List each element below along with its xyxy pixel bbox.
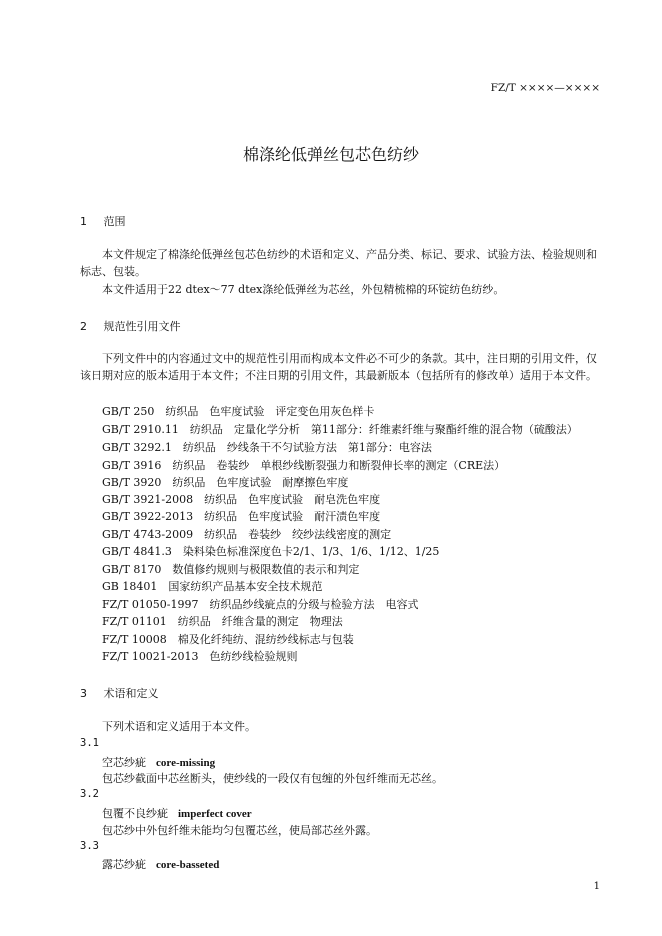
section-number: 1: [80, 215, 87, 228]
reference-item: GB/T 2910.11 纺织品 定量化学分析 第11部分：纤维素纤维与聚酯纤维的混合物（硫酸法）: [102, 423, 578, 436]
standard-number: FZ/T ××××—××××: [490, 82, 600, 94]
term-definition: 包芯纱中外包纤维未能均匀包覆芯丝，使局部芯丝外露。: [102, 824, 377, 837]
section-1-heading: [80, 213, 126, 229]
term-number: 3.1: [80, 737, 99, 749]
reference-item: FZ/T 01101 纺织品 纤维含量的测定 物理法: [102, 615, 343, 628]
term-name: [102, 856, 219, 872]
term-definition: 包芯纱截面中芯丝断头，使纱线的一段仅有包缠的外包纤维而无芯丝。: [102, 772, 443, 785]
term-number: 3.2: [80, 788, 99, 800]
term-number: 3.3: [80, 840, 99, 852]
reference-item: GB 18401 国家纺织产品基本安全技术规范: [102, 580, 323, 593]
reference-item: GB/T 3921-2008 纺织品 色牢度试验 耐皂洗色牢度: [102, 493, 381, 506]
normative-intro: 下列文件中的内容通过文中的规范性引用而构成本文件必不可少的条款。其中，注日期的引用文件，仅该日期对应的版本适用于本文件；不注日期的引用文件，其最新版本（包括所有的修改单）适用于本文件。: [80, 352, 597, 382]
section-number: 2: [80, 320, 87, 333]
reference-item: GB/T 4743-2009 纺织品 卷装纱 绞纱法线密度的测定: [102, 528, 392, 541]
reference-item: FZ/T 01050-1997 纺织品纱线疵点的分级与检验方法 电容式: [102, 598, 419, 611]
reference-item: GB/T 3920 纺织品 色牢度试验 耐摩擦色牢度: [102, 476, 349, 489]
term-name-en: core-missing: [156, 757, 216, 769]
reference-item: GB/T 250 纺织品 色牢度试验 评定变色用灰色样卡: [102, 405, 375, 418]
section-number: 3: [80, 687, 87, 700]
section-title: 规范性引用文件: [103, 320, 181, 333]
reference-item: GB/T 3292.1 纺织品 纱线条干不匀试验方法 第1部分：电容法: [102, 441, 432, 454]
reference-item: GB/T 3922-2013 纺织品 色牢度试验 耐汗渍色牢度: [102, 510, 381, 523]
reference-item: FZ/T 10008 棉及化纤纯纺、混纺纱线标志与包装: [102, 633, 354, 646]
term-name-zh: 露芯纱疵: [102, 858, 146, 871]
document-title: 棉涤纶低弹丝包芯色纺纱: [242, 145, 419, 164]
scope-paragraph-2: 本文件适用于22 dtex～77 dtex涤纶低弹丝为芯丝，外包精梳棉的环锭纺色纺纱。: [102, 283, 505, 296]
section-title: 范围: [103, 215, 126, 228]
term-name-en: imperfect cover: [178, 808, 252, 820]
reference-item: GB/T 3916 纺织品 卷装纱 单根纱线断裂强力和断裂伸长率的测定（CRE法）: [102, 459, 506, 472]
term-name-zh: 空芯纱疵: [102, 756, 146, 769]
section-3-heading: [80, 685, 159, 701]
reference-item: GB/T 8170 数值修约规则与极限数值的表示和判定: [102, 563, 360, 576]
scope-paragraph-1: 本文件规定了棉涤纶低弹丝包芯色纺纱的术语和定义、产品分类、标记、要求、试验方法、检验规则和标志、包装。: [80, 248, 597, 278]
term-name-zh: 包覆不良纱疵: [102, 807, 168, 820]
reference-item: GB/T 4841.3 染料染色标准深度色卡2/1、1/3、1/6、1/12、1/25: [102, 545, 440, 558]
section-title: 术语和定义: [103, 687, 159, 700]
term-name: [102, 805, 252, 821]
term-name-en: core-basseted: [156, 859, 220, 871]
reference-item: FZ/T 10021-2013 色纺纱线检验规则: [102, 650, 298, 663]
terms-intro: 下列术语和定义适用于本文件。: [102, 720, 256, 733]
term-name: [102, 754, 215, 770]
section-2-heading: [80, 318, 181, 334]
page-number: 1: [593, 881, 600, 892]
